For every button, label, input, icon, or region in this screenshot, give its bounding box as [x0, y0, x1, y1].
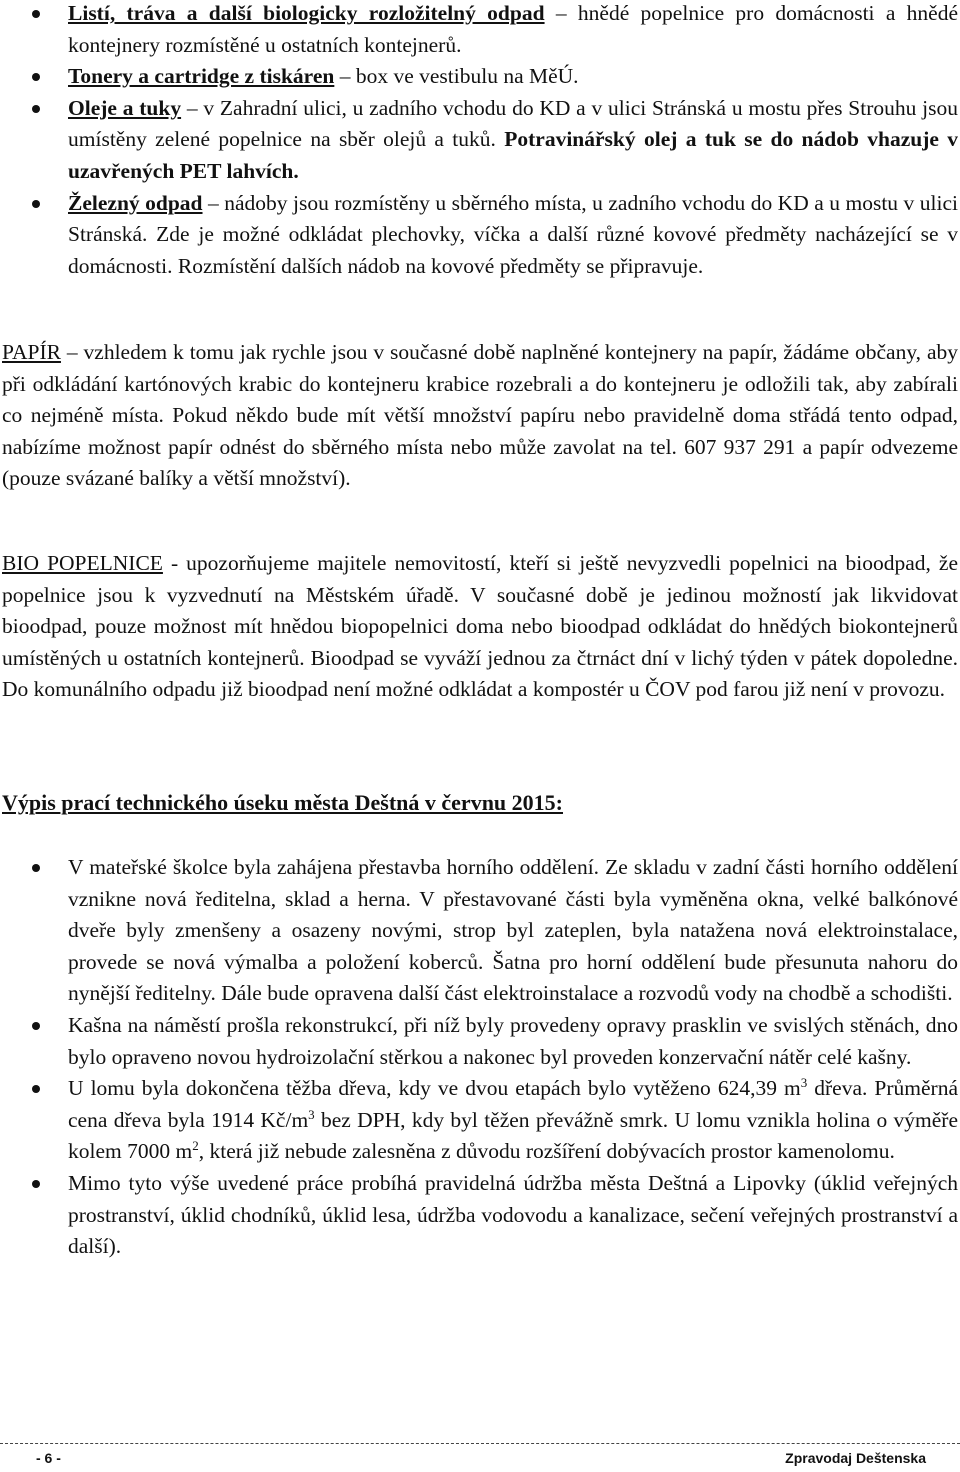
item-text: bez DPH, kdy byl těžen převážně smrk. U lomu vznikla holina o výměře kolem 7000 m [68, 1107, 958, 1164]
footer-divider [0, 1443, 960, 1444]
item-lead: Železný odpad [68, 190, 203, 215]
item-lead: Listí, tráva a další biologicky rozložitelný odpad [68, 1, 545, 25]
list-item [0, 852, 960, 1010]
item-text: – box ve vestibulu na MěÚ. [334, 64, 579, 89]
list-item [0, 188, 960, 283]
item-text: Mimo tyto výše uvedené práce probíhá pravidelná údržba města Deštná a Lipovky (úklid veřejných prostranství, úklid chodníků, úklid lesa, údržba vodovodu a kanalizace, sečení veřejných prostranství a další). [68, 1170, 958, 1259]
list-item [0, 61, 960, 93]
waste-list [0, 0, 960, 282]
section-heading: Výpis prací technického úseku města Deštná v červnu 2015: [2, 790, 563, 815]
superscript: 3 [800, 1075, 808, 1090]
list-item [0, 0, 960, 61]
papir-lead: PAPÍR [2, 340, 61, 364]
papir-text: – vzhledem k tomu jak rychle jsou v současné době naplněné kontejnery na papír, žádáme občany, aby při odkládání kartónových krabic do kontejneru krabice rozebrali a do kontejneru je odložili tak, aby zabírali co nejméně místa. Pokud někdo bude mít větší množství papíru nebo pravidelně doma střádá tento odpad, nabízíme možnost papír odnést do sběrného místa nebo může zavolat na tel. 607 937 291 a papír odvezeme (pouze svázané balíky a větší množství). [2, 340, 958, 491]
item-text: – nádoby jsou rozmístěny u sběrného místa, u zadního vchodu do KD a u mostu v ulici Stránská. Zde je možné odkládat plechovky, víčka a další různé kovové předměty nacházející se v domácnosti. Rozmístění dalších nádob na kovové předměty se připravuje. [68, 190, 958, 278]
list-item [0, 93, 960, 188]
item-text: – v Zahradní ulici, u zadního vchodu do KD a v ulici Stránská u mostu přes Strouhu jsou umístěny zelené popelnice na sběr olejů a tuků. [68, 95, 958, 152]
item-text: , která již nebude zalesněna z důvodu rozšíření dobývacích prostor kamenolomu. [198, 1139, 895, 1164]
item-bold-text: Potravinářský olej a tuk se do nádob vhazuje v uzavřených PET lahvích. [68, 127, 958, 183]
list-item [0, 1010, 960, 1073]
bullet-icon [32, 73, 40, 81]
list-item [0, 1168, 960, 1263]
works-list [0, 852, 960, 1263]
bullet-icon [32, 864, 40, 872]
item-text: U lomu byla dokončena těžba dřeva, kdy ve dvou etapách bylo vytěženo 624,39 m [68, 1076, 801, 1101]
bullet-icon [32, 1022, 40, 1030]
superscript: 3 [308, 1106, 315, 1122]
bullet-icon [32, 105, 40, 113]
publication-name: Zpravodaj Deštenska [785, 1450, 926, 1466]
item-lead: Oleje a tuky [68, 95, 182, 120]
item-lead: Tonery a cartridge z tiskáren [68, 64, 335, 89]
item-text: – hnědé popelnice pro domácnosti a hnědé kontejnery rozmístěné u ostatních kontejnerů. [68, 1, 959, 57]
bullet-icon [32, 1085, 40, 1093]
page-number: - 6 - [36, 1450, 61, 1466]
item-text: V mateřské školce byla zahájena přestavba horního oddělení. Ze skladu v zadní části horního oddělení vznikne nová ředitelna, sklad a herna. V přestavované části byla vyměněna okna, velké balkónové dveře byly zmenšeny a osazeny novými, strop byl zateplen, byla natažena nová elektroinstalace, provede se nová výmalba a položení koberců. Šatna pro horní oddělení bude přesunuta nahoru do nynější ředitelny. Dále bude opravena další část elektroinstalace a rozvodů vody na chodbě a schodišti. [68, 855, 958, 1006]
bullet-icon [32, 1180, 40, 1188]
list-item [0, 1073, 960, 1168]
bio-text: - upozorňujeme majitele nemovitostí, kteří si ještě nevyzvedli popelnici na bioodpad, že popelnice jsou k vyzvednutí na Městském úřadě. V současné době je jedinou možností jak likvidovat bioodpad, pouze možnost mít hnědou biopopelnici doma nebo bioodpad odkládat do hnědých biokontejnerů umístěných u ostatních kontejnerů. Bioodpad se vyváží jednou za čtrnáct dní v lichý týden v pátek dopoledne. Do komunálního odpadu již bioodpad není možné odkládat a kompostér u ČOV pod farou již není v provozu. [2, 551, 958, 702]
bullet-icon [32, 10, 40, 18]
item-text: Kašna na náměstí prošla rekonstrukcí, při níž byly provedeny opravy prasklin ve svislých stěnách, dno bylo opraveno novou hydroizolační stěrkou a nakonec byl proveden konzervační nátěr celé kašny. [68, 1012, 958, 1069]
superscript: 2 [192, 1138, 199, 1154]
bullet-icon [32, 200, 40, 208]
bio-paragraph [2, 548, 958, 706]
item-text: dřeva. Průměrná cena dřeva byla 1914 Kč/m [68, 1076, 958, 1132]
papir-paragraph [2, 337, 958, 495]
bio-lead: BIO POPELNICE [2, 551, 163, 575]
